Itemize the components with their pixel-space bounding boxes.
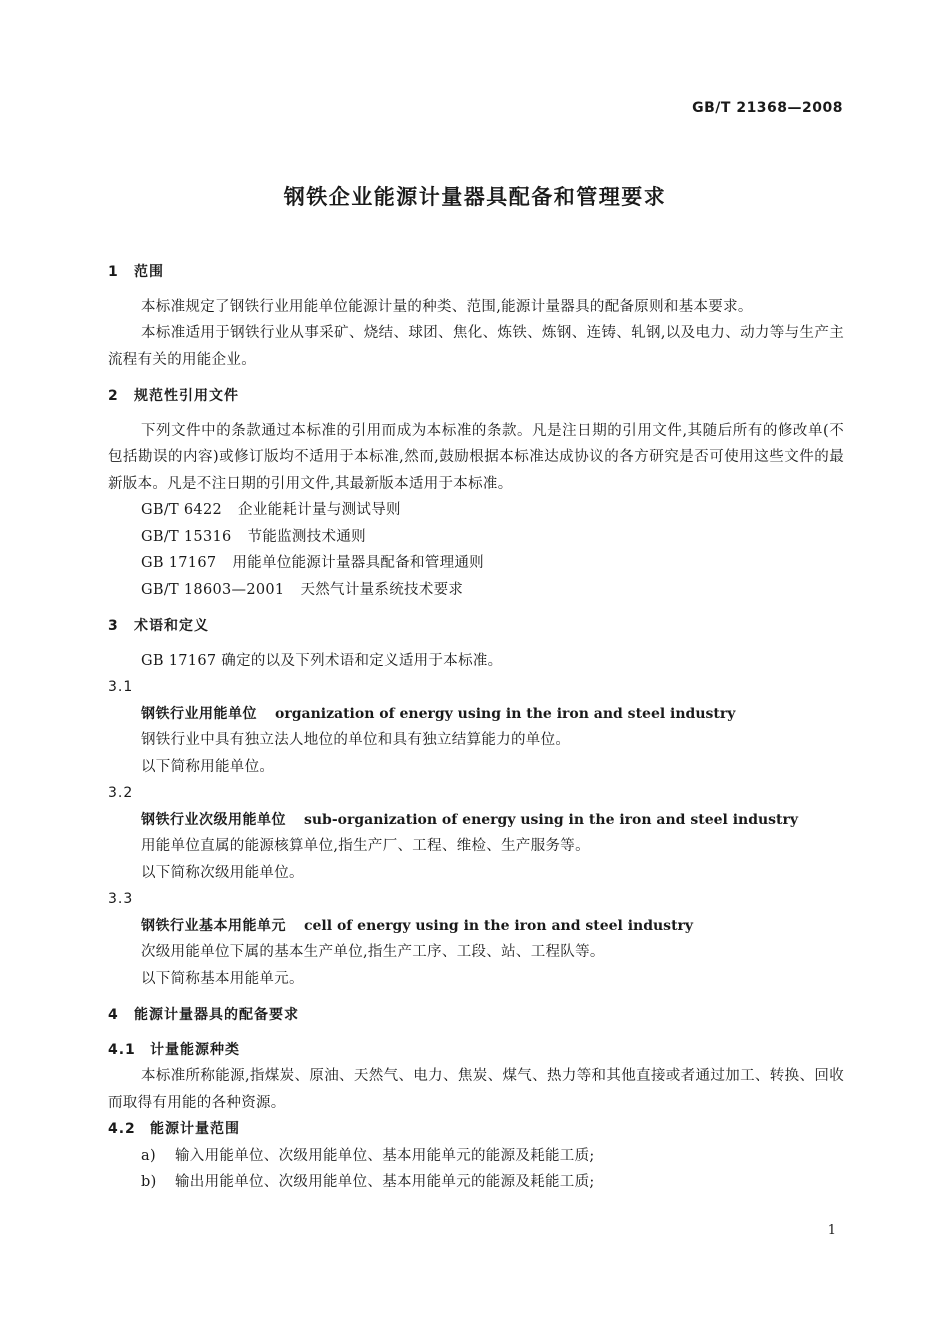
term-note: 以下简称次级用能单位。 bbox=[141, 864, 304, 881]
reference-item bbox=[108, 550, 844, 577]
term-zh: 钢铁行业用能单位 bbox=[141, 705, 257, 722]
paragraph: 本标准规定了钢铁行业用能单位能源计量的种类、范围,能源计量器具的配备原则和基本要求。 bbox=[141, 298, 753, 315]
term-heading bbox=[108, 913, 844, 940]
subsection-heading-4-1 bbox=[108, 1037, 844, 1064]
term-definition: 用能单位直属的能源核算单位,指生产厂、工程、维检、生产服务等。 bbox=[141, 838, 590, 854]
subsection-heading-4-2 bbox=[108, 1116, 844, 1143]
page-number: 1 bbox=[827, 1223, 836, 1238]
document-title: 钢铁企业能源计量器具配备和管理要求 bbox=[283, 185, 667, 209]
reference-item bbox=[108, 524, 844, 551]
section-number: 3 bbox=[108, 618, 119, 634]
subsection-number: 4.1 bbox=[108, 1041, 136, 1058]
section-number: 2 bbox=[108, 388, 119, 404]
term-heading bbox=[108, 701, 844, 728]
list-item bbox=[108, 1169, 844, 1196]
section-title: 术语和定义 bbox=[134, 618, 209, 634]
term-definition: 钢铁行业中具有独立法人地位的单位和具有独立结算能力的单位。 bbox=[141, 732, 571, 748]
term-number: 3.1 bbox=[108, 679, 134, 695]
term-number: 3.3 bbox=[108, 891, 134, 907]
term-number: 3.2 bbox=[108, 785, 134, 801]
paragraph: 本标准适用于钢铁行业从事采矿、烧结、球团、焦化、炼铁、炼钢、连铸、轧钢,以及电力、动力等与生产主流程有关的用能企业。 bbox=[108, 325, 844, 368]
section-heading-1 bbox=[108, 259, 844, 286]
reference-code: GB 17167 bbox=[141, 555, 217, 571]
reference-name: 用能单位能源计量器具配备和管理通则 bbox=[232, 555, 484, 571]
reference-item bbox=[108, 497, 844, 524]
term-note: 以下简称基本用能单元。 bbox=[141, 970, 304, 987]
section-title: 能源计量器具的配备要求 bbox=[134, 1007, 299, 1023]
paragraph: 本标准所称能源,指煤炭、原油、天然气、电力、焦炭、煤气、热力等和其他直接或者通过加工、转换、回收而取得有用能的各种资源。 bbox=[108, 1068, 844, 1111]
list-marker: a) bbox=[141, 1147, 156, 1164]
term-en: sub-organization of energy using in the iron and steel industry bbox=[304, 811, 799, 828]
list-item bbox=[108, 1143, 844, 1170]
reference-name: 企业能耗计量与测试导则 bbox=[238, 502, 401, 518]
reference-item bbox=[108, 577, 844, 604]
section-heading-4 bbox=[108, 1002, 844, 1029]
section-heading-2 bbox=[108, 383, 844, 410]
paragraph: GB 17167 确定的以及下列术语和定义适用于本标准。 bbox=[141, 652, 503, 669]
list-text: 输出用能单位、次级用能单位、基本用能单元的能源及耗能工质; bbox=[175, 1174, 595, 1190]
reference-code: GB/T 18603—2001 bbox=[141, 581, 285, 598]
list-text: 输入用能单位、次级用能单位、基本用能单元的能源及耗能工质; bbox=[175, 1147, 595, 1164]
term-en: cell of energy using in the iron and steel industry bbox=[304, 917, 694, 934]
term-zh: 钢铁行业次级用能单位 bbox=[141, 811, 286, 828]
term-zh: 钢铁行业基本用能单元 bbox=[141, 917, 286, 934]
term-definition: 次级用能单位下属的基本生产单位,指生产工序、工段、站、工程队等。 bbox=[141, 944, 605, 960]
reference-code: GB/T 15316 bbox=[141, 528, 232, 545]
reference-name: 天然气计量系统技术要求 bbox=[300, 581, 464, 598]
subsection-number: 4.2 bbox=[108, 1121, 136, 1137]
term-heading bbox=[108, 807, 844, 834]
section-title: 规范性引用文件 bbox=[134, 388, 239, 404]
section-number: 4 bbox=[108, 1007, 119, 1023]
subsection-title: 计量能源种类 bbox=[150, 1041, 240, 1058]
standard-code: GB/T 21368—2008 bbox=[692, 100, 843, 116]
reference-name: 节能监测技术通则 bbox=[247, 528, 366, 545]
section-heading-3 bbox=[108, 613, 844, 640]
document-body bbox=[108, 259, 844, 1196]
paragraph: 下列文件中的条款通过本标准的引用而成为本标准的条款。凡是注日期的引用文件,其随后所有的修改单(不包括勘误的内容)或修订版均不适用于本标准,然而,鼓励根据本标准达成协议的各方研究是否可使用这些文件的最新版本。凡是不注日期的引用文件,其最新版本适用于本标准。 bbox=[108, 422, 844, 492]
section-number: 1 bbox=[108, 264, 119, 280]
term-note: 以下简称用能单位。 bbox=[141, 758, 275, 775]
term-en: organization of energy using in the iron and steel industry bbox=[275, 705, 736, 722]
reference-code: GB/T 6422 bbox=[141, 502, 223, 518]
list-marker: b) bbox=[141, 1174, 157, 1190]
section-title: 范围 bbox=[134, 264, 164, 280]
subsection-title: 能源计量范围 bbox=[150, 1121, 240, 1137]
